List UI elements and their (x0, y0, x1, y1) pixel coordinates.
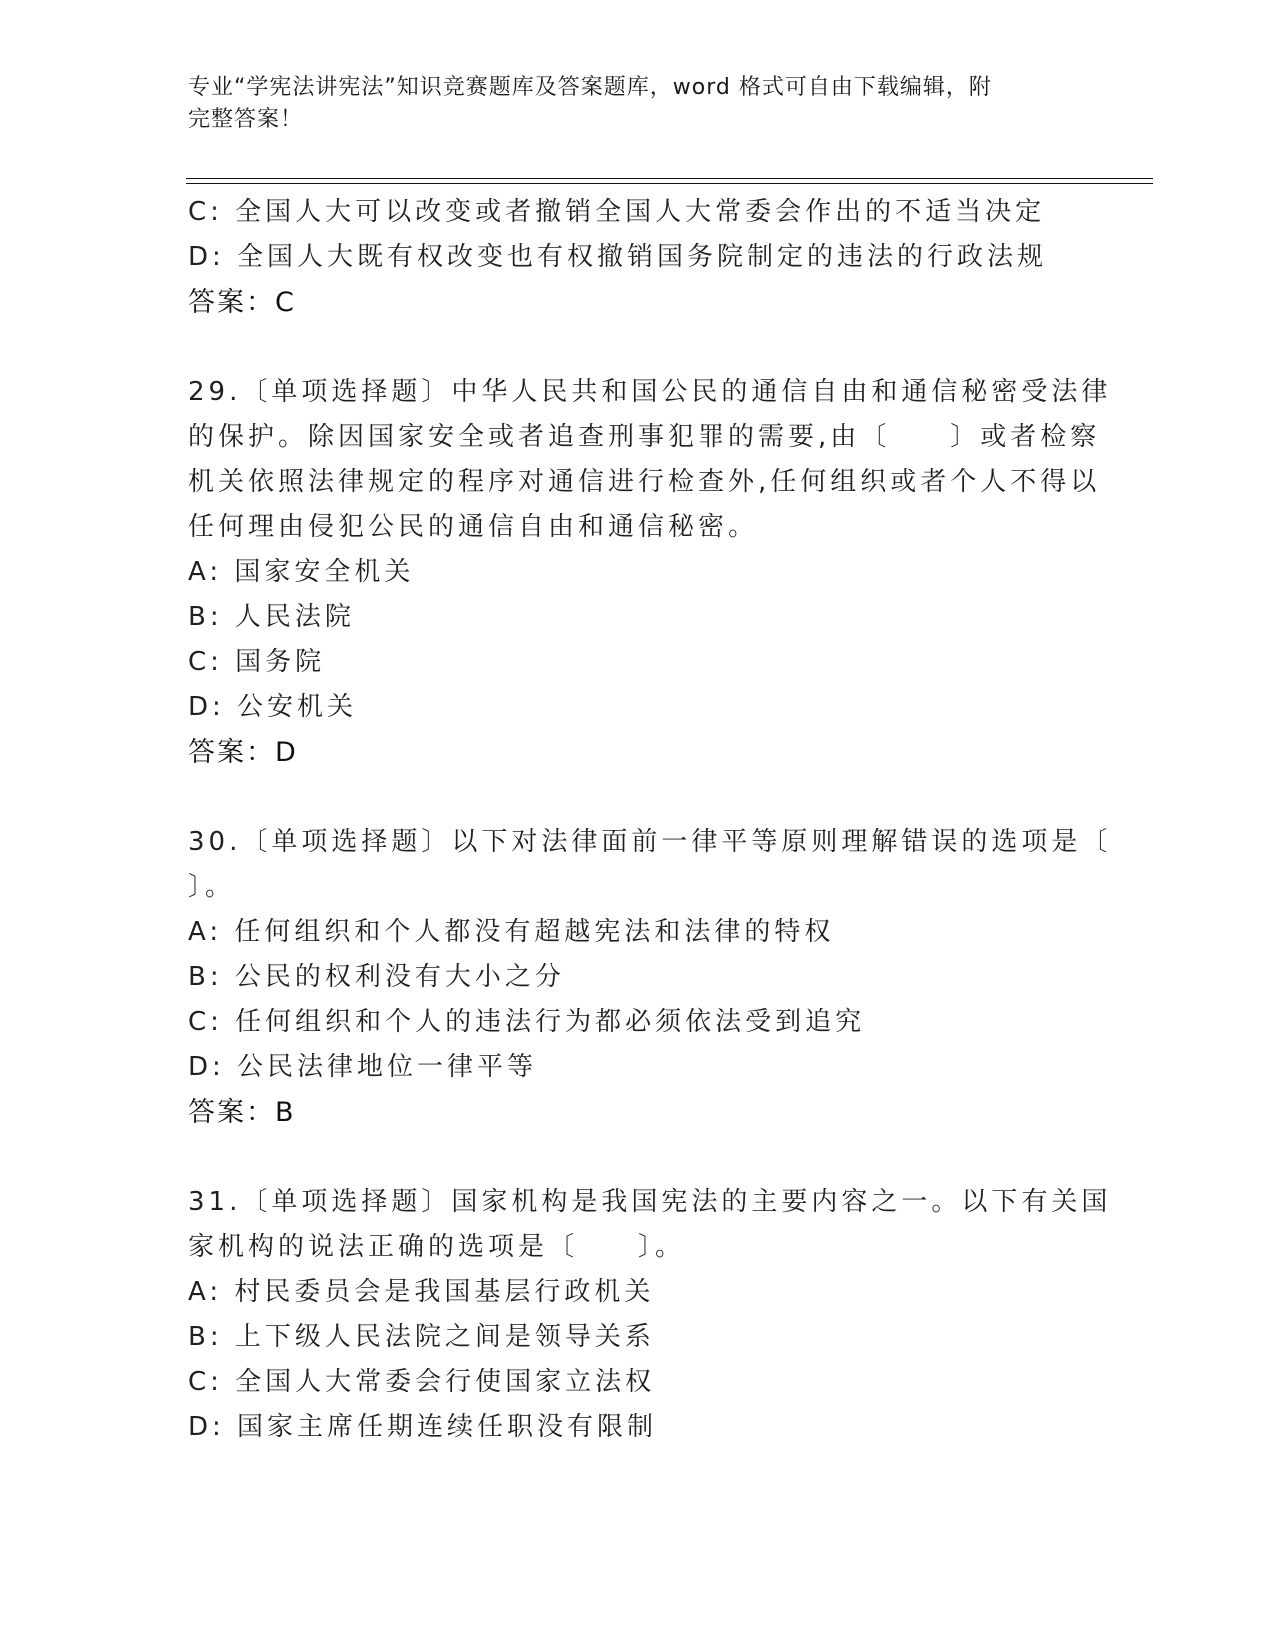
question-30-option-b: B: 公民的权利没有大小之分 (188, 962, 565, 992)
question-30-option-d: D: 公民法律地位一律平等 (188, 1052, 538, 1082)
header-title-line-2: 完整答案！ (188, 107, 304, 132)
question-30-answer: 答案：B (188, 1097, 296, 1128)
question-31-stem-line: 家机构的说法正确的选项是〔 〕。 (188, 1232, 686, 1262)
question-28-answer: 答案：C (188, 287, 296, 318)
question-30-stem-line: 30.〔单项选择题〕以下对法律面前一律平等原则理解错误的选项是〔 (188, 827, 1112, 857)
question-29-option-a: A: 国家安全机关 (188, 557, 415, 587)
question-29-stem-line: 机关依照法律规定的程序对通信进行检查外,任何组织或者个人不得以 (188, 467, 1101, 497)
header-divider-top (186, 178, 1153, 179)
header-title-line-1: 专业“学宪法讲宪法”知识竞赛题库及答案题库，word 格式可自由下载编辑，附 (188, 75, 992, 100)
question-31-option-a: A: 村民委员会是我国基层行政机关 (188, 1277, 655, 1307)
question-31 (188, 1180, 1112, 1450)
document-body (188, 190, 1112, 1450)
question-29-stem-line: 的保护。除因国家安全或者追查刑事犯罪的需要,由〔 〕或者检察 (188, 422, 1101, 452)
spacer (188, 1135, 1088, 1180)
question-30-option-a: A: 任何组织和个人都没有超越宪法和法律的特权 (188, 917, 835, 947)
question-31-option-c: C: 全国人大常委会行使国家立法权 (188, 1367, 656, 1397)
question-29-option-d: D: 公安机关 (188, 692, 358, 722)
question-31-option-b: B: 上下级人民法院之间是领导关系 (188, 1322, 655, 1352)
question-30-option-c: C: 任何组织和个人的违法行为都必须依法受到追究 (188, 1007, 866, 1037)
question-28-option-c: C: 全国人大可以改变或者撤销全国人大常委会作出的不适当决定 (188, 197, 1046, 227)
question-28-tail (188, 190, 1088, 325)
spacer (188, 775, 1088, 820)
question-29-option-b: B: 人民法院 (188, 602, 355, 632)
question-29-stem-line: 29.〔单项选择题〕中华人民共和国公民的通信自由和通信秘密受法律 (188, 377, 1112, 407)
question-28-option-d: D: 全国人大既有权改变也有权撤销国务院制定的违法的行政法规 (188, 242, 1048, 272)
question-29 (188, 370, 1112, 775)
document-header (188, 72, 1068, 136)
question-30-stem-line: 〕。 (188, 872, 236, 902)
spacer (188, 325, 1088, 370)
question-31-option-d: D: 国家主席任期连续任职没有限制 (188, 1412, 658, 1442)
question-29-stem-line: 任何理由侵犯公民的通信自由和通信秘密。 (188, 512, 759, 542)
question-30 (188, 820, 1112, 1135)
header-divider-bottom (186, 183, 1153, 184)
question-31-stem-line: 31.〔单项选择题〕国家机构是我国宪法的主要内容之一。以下有关国 (188, 1187, 1112, 1217)
question-29-option-c: C: 国务院 (188, 647, 326, 677)
question-29-answer: 答案：D (188, 737, 298, 768)
